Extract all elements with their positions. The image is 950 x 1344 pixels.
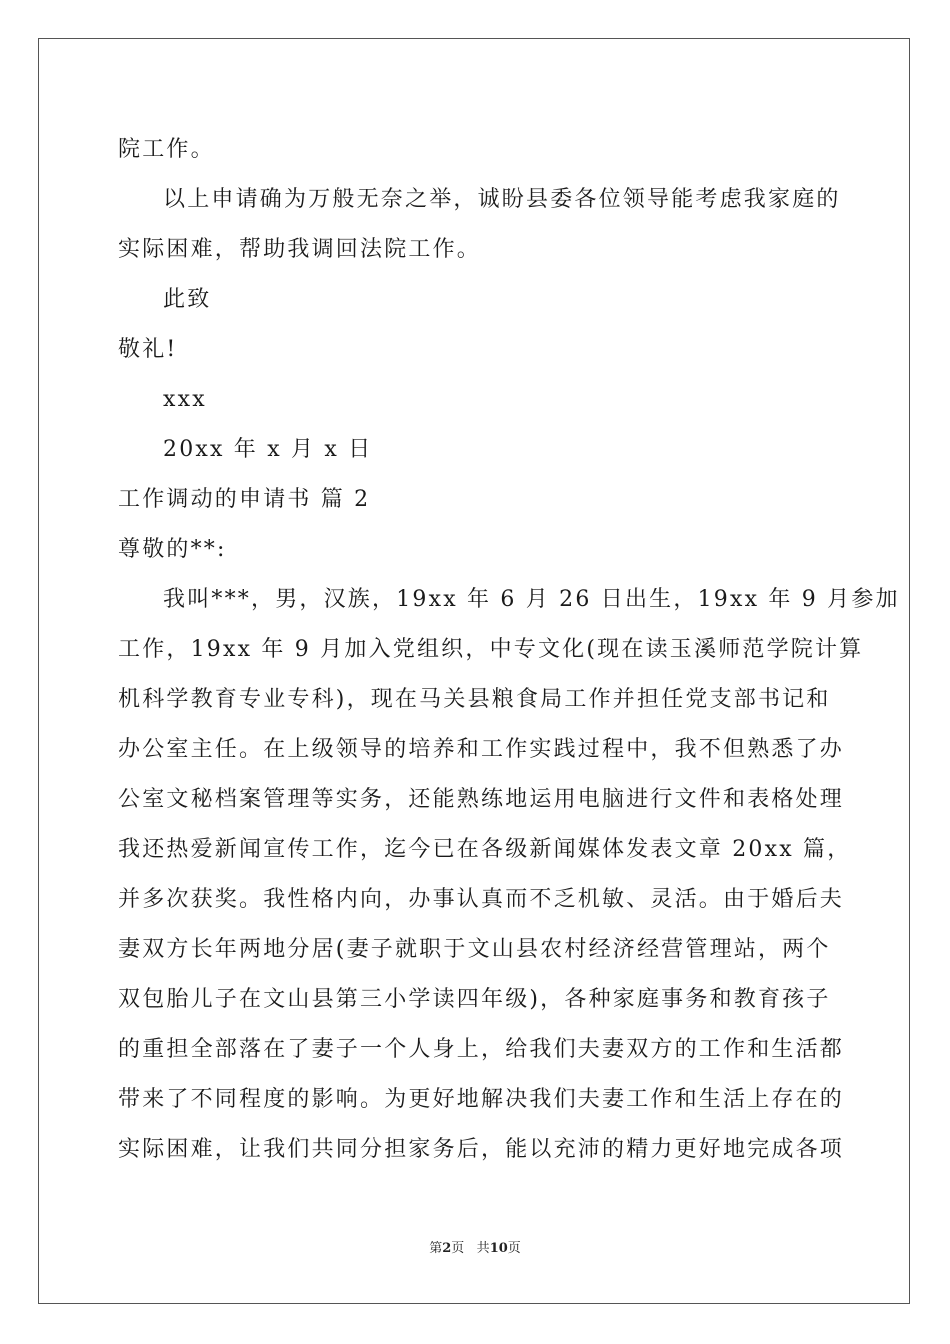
body-line: 实际困难，让我们共同分担家务后，能以充沛的精力更好地完成各项 (118, 1137, 845, 1162)
total-prefix: 共 (476, 1241, 490, 1256)
body-line: 带来了不同程度的影响。为更好地解决我们夫妻工作和生活上存在的 (118, 1087, 845, 1112)
page-number: 2 (442, 1241, 452, 1256)
body-line: 实际困难，帮助我调回法院工作。 (118, 237, 482, 262)
total-suffix: 页 (507, 1241, 521, 1256)
greeting: 尊敬的**: (118, 537, 227, 562)
date: 20xx 年 x 月 x 日 (163, 437, 373, 462)
body-line: 办公室主任。在上级领导的培养和工作实践过程中，我不但熟悉了办 (118, 737, 845, 762)
body-line: 工作，19xx 年 9 月加入党组织，中专文化(现在读玉溪师范学院计算 (118, 637, 864, 662)
body-line: 并多次获奖。我性格内向，办事认真而不乏机敏、灵活。由于婚后夫 (118, 887, 845, 912)
body-line: 院工作。 (118, 137, 215, 162)
body-line: 双包胎儿子在文山县第三小学读四年级)，各种家庭事务和教育孩子 (118, 987, 831, 1012)
body-line: 公室文秘档案管理等实务，还能熟练地运用电脑进行文件和表格处理 (118, 787, 845, 812)
section-title: 工作调动的申请书 篇 2 (118, 487, 371, 512)
salutation-closing: 敬礼! (118, 337, 178, 362)
body-line: 我叫***，男，汉族，19xx 年 6 月 26 日出生，19xx 年 9 月参加 (163, 587, 900, 612)
total-pages: 10 (489, 1241, 508, 1256)
body-line: 的重担全部落在了妻子一个人身上，给我们夫妻双方的工作和生活都 (118, 1037, 845, 1062)
page-suffix: 页 (451, 1241, 465, 1256)
body-line: 我还热爱新闻宣传工作，迄今已在各级新闻媒体发表文章 20xx 篇， (118, 837, 852, 862)
page-footer (0, 1240, 950, 1258)
page-border (38, 38, 910, 1304)
body-line: 妻双方长年两地分居(妻子就职于文山县农村经济经营管理站，两个 (118, 937, 831, 962)
closing-phrase: 此致 (163, 287, 212, 312)
body-line: 以上申请确为万般无奈之举，诚盼县委各位领导能考虑我家庭的 (163, 187, 841, 212)
body-line: 机科学教育专业专科)，现在马关县粮食局工作并担任党支部书记和 (118, 687, 831, 712)
page-prefix: 第 (429, 1241, 443, 1256)
signature: xxx (163, 387, 207, 412)
